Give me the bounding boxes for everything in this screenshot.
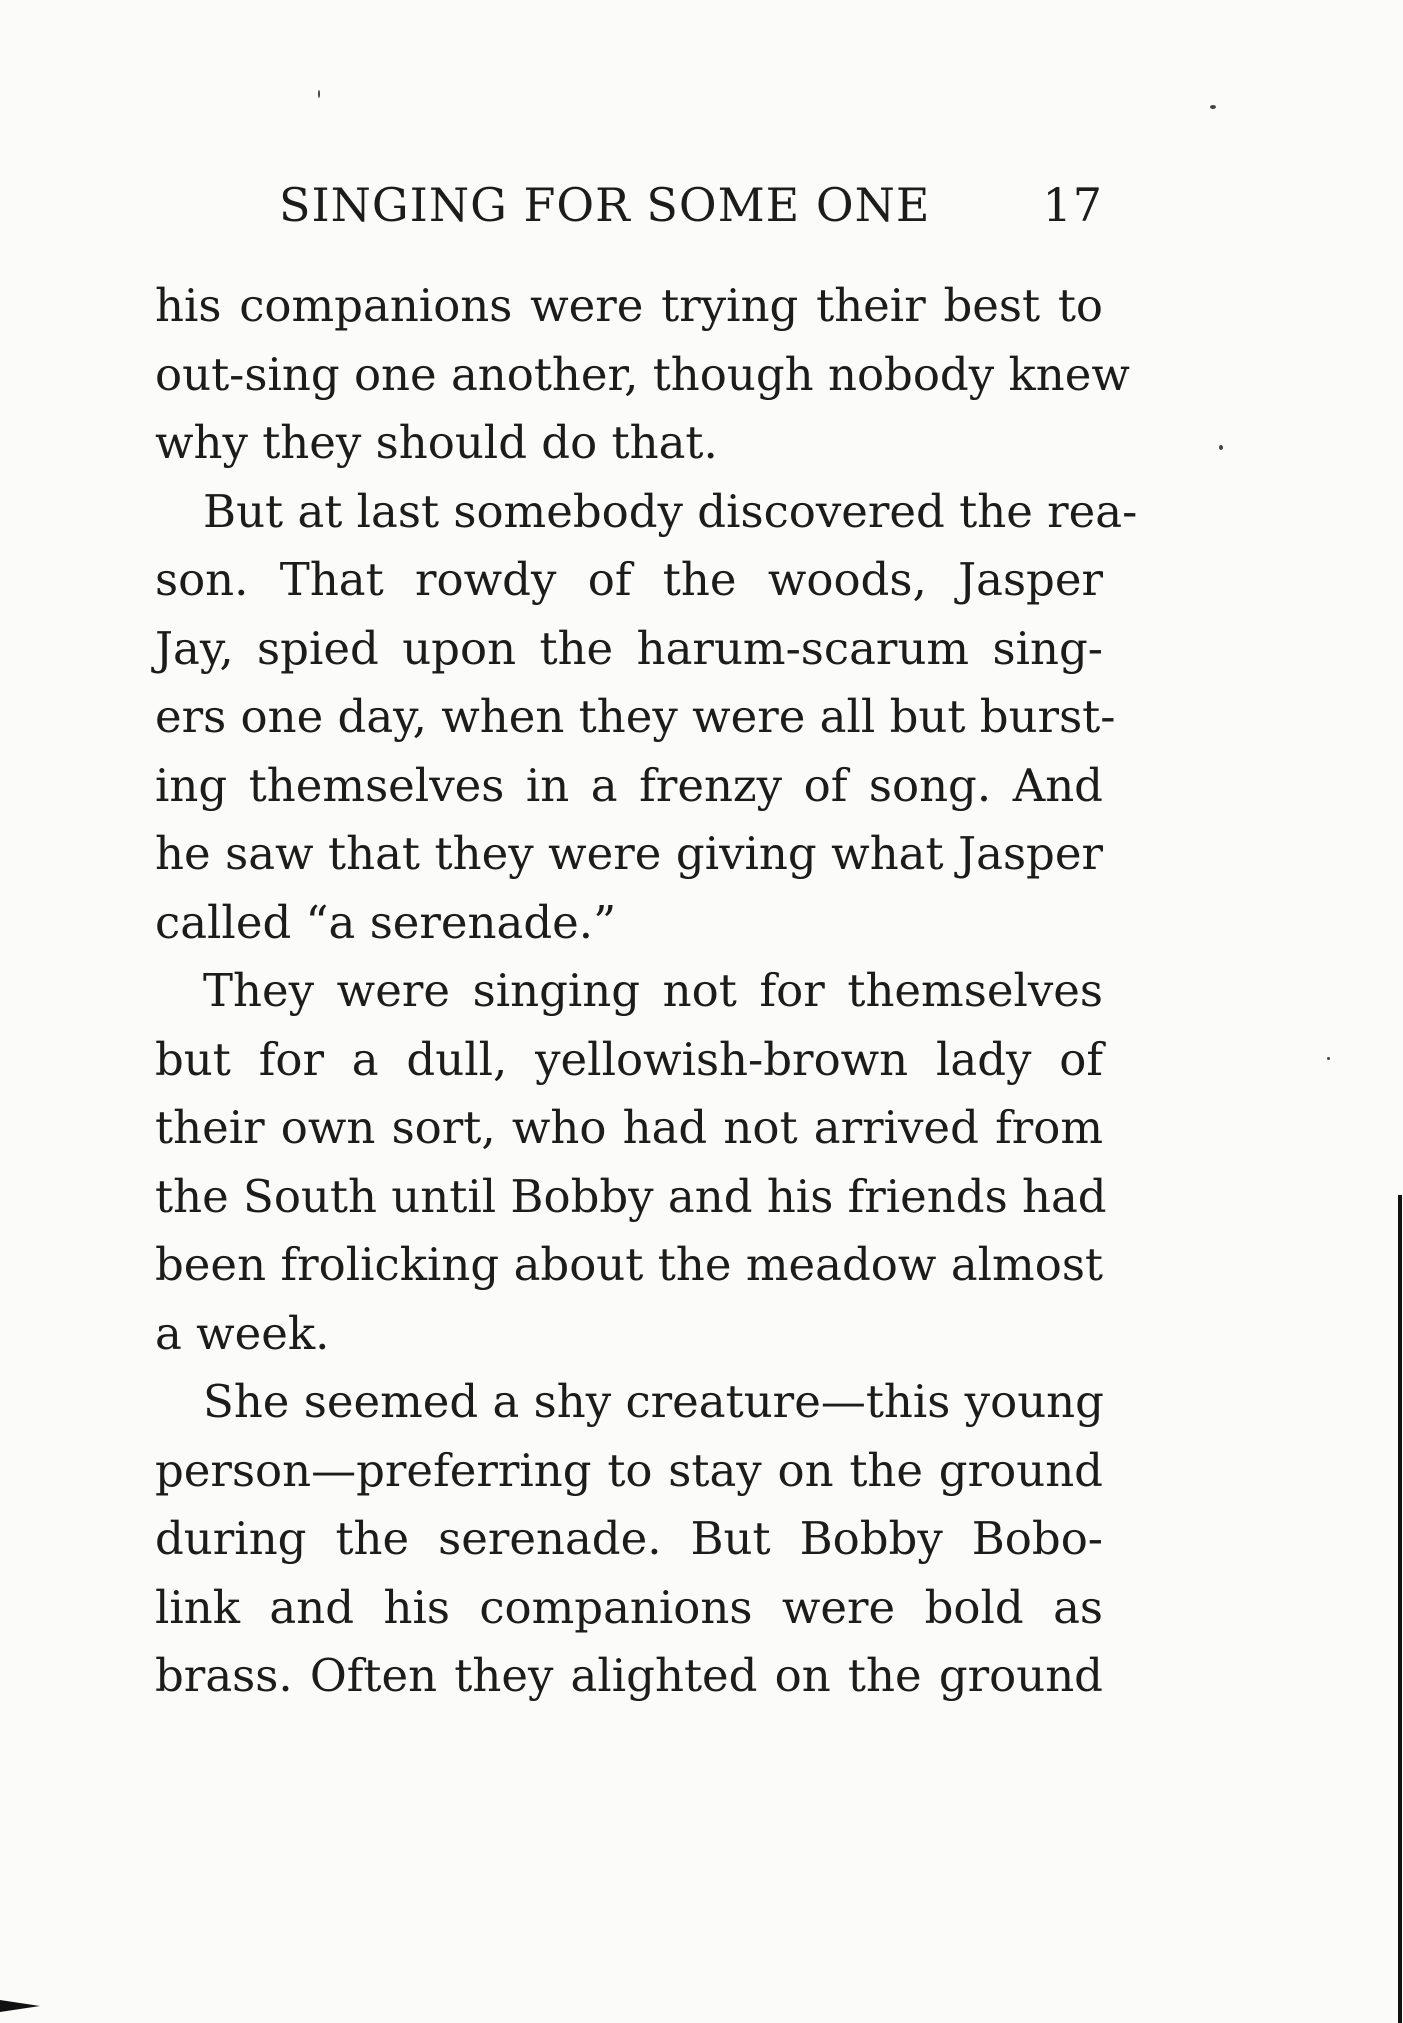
text-line: the South until Bobby and his friends had [155, 1169, 1107, 1223]
text-line: called “a serenade.” [155, 895, 617, 949]
scan-speck [318, 90, 320, 98]
text-line: She seemed a shy creature—this young [203, 1375, 1104, 1428]
text-line: They were singing not for themselves [203, 964, 1103, 1017]
text-line: brass. Often they alighted on the ground [155, 1649, 1103, 1702]
text-line: but for a dull, yellowish-brown lady of [155, 1032, 1103, 1086]
page-edge-shadow [1398, 1195, 1402, 2023]
text-line: ing themselves in a frenzy of song. And [155, 758, 1103, 812]
text-line: son. That rowdy of the woods, Jasper [155, 553, 1103, 606]
scan-speck [1219, 445, 1223, 450]
chapter-title: SINGING FOR SOME ONE [279, 178, 931, 232]
text-line: their own sort, who had not arrived from [155, 1101, 1103, 1154]
scan-corner-mark [0, 2000, 40, 2012]
running-head [279, 175, 1103, 235]
scan-speck [1327, 1057, 1330, 1060]
text-line: Jay, spied upon the harum-scarum sing- [155, 621, 1103, 675]
scan-speck [1210, 105, 1216, 109]
text-line: a week. [155, 1306, 330, 1360]
text-line: why they should do that. [155, 416, 718, 469]
text-line: his companions were trying their best to [155, 279, 1103, 332]
body-text [155, 272, 1138, 1711]
text-line: been frolicking about the meadow almost [155, 1238, 1103, 1291]
text-line: out-sing one another, though nobody knew [155, 347, 1130, 401]
text-line: ers one day, when they were all but burst- [155, 690, 1116, 743]
page-number: 17 [1042, 178, 1103, 232]
text-line: during the serenade. But Bobby Bobo- [155, 1512, 1103, 1565]
text-line: person—preferring to stay on the ground [155, 1443, 1103, 1497]
text-line: he saw that they were giving what Jasper [155, 827, 1103, 880]
text-line: But at last somebody discovered the rea- [203, 484, 1138, 538]
text-line: link and his companions were bold as [155, 1580, 1103, 1634]
